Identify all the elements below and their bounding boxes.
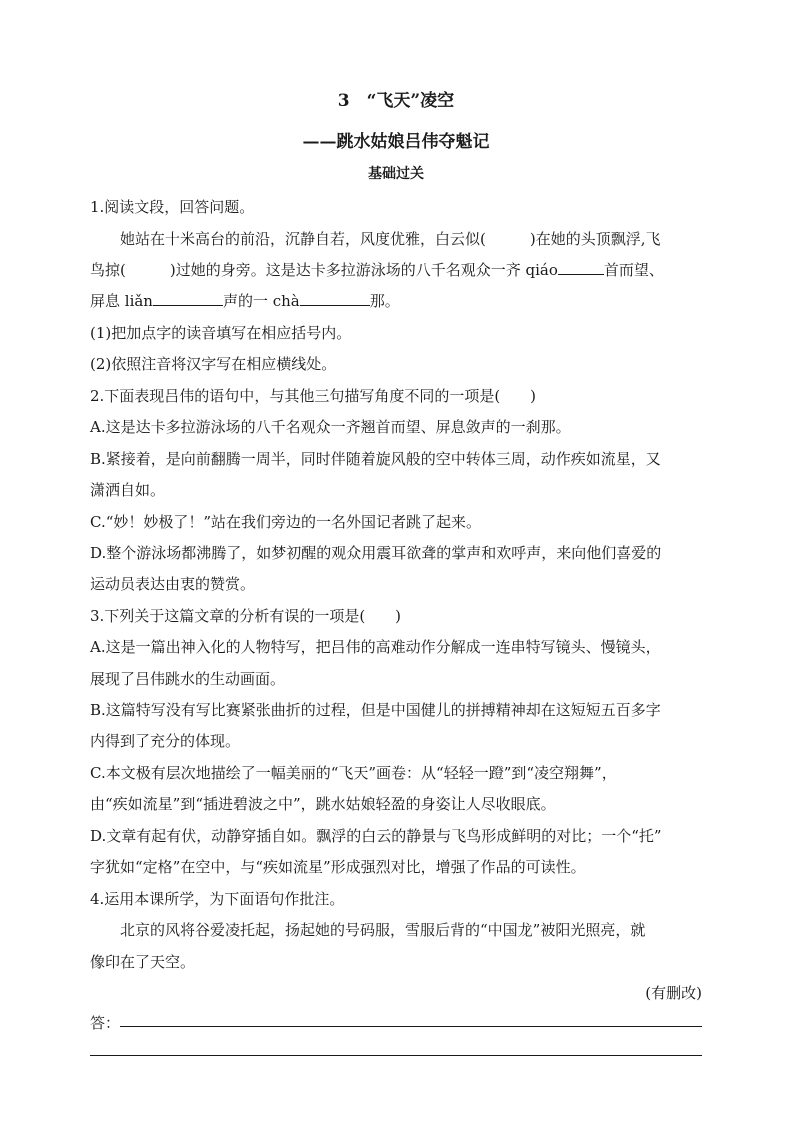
q3-stem: 3.下列关于这篇文章的分析有误的一项是( ) xyxy=(90,607,402,625)
q1-passage-line-1 xyxy=(90,229,732,249)
source-note: (有删改) xyxy=(645,984,702,1002)
q1-passage-line-2 xyxy=(90,260,702,280)
q2-option-d[interactable]: D.整个游泳场都沸腾了，如梦初醒的观众用震耳欲聋的掌声和欢呼声，来向他们喜爱的 xyxy=(90,544,662,562)
q2-option-c[interactable]: C.“妙！妙极了！”站在我们旁边的一名外国记者跳了起来。 xyxy=(90,513,482,531)
q1-passage-line-3 xyxy=(90,291,702,311)
q4-stem: 4.运用本课所学，为下面语句作批注。 xyxy=(90,890,345,908)
q1-stem: 1.阅读文段，回答问题。 xyxy=(90,198,255,216)
q3-option-b[interactable]: B.这篇特写没有写比赛紧张曲折的过程，但是中国健儿的拼搏精神却在这短短五百多字 xyxy=(90,701,661,719)
q3-option-b-cont: 内得到了充分的体现。 xyxy=(90,732,241,750)
answer-line-2[interactable] xyxy=(90,1041,702,1056)
q2-option-a[interactable]: A.这是达卡多拉游泳场的八千名观众一齐翘首而望、屏息敛声的一刹那。 xyxy=(90,418,571,436)
q1-passage-text: 声的一 chà xyxy=(222,292,300,310)
lesson-subtitle: ——跳水姑娘吕伟夺魁记 xyxy=(302,132,490,152)
q1-passage-text: 首而望、 xyxy=(603,261,664,279)
q2-option-d-cont: 运动员表达由衷的赞赏。 xyxy=(90,575,256,593)
q2-option-b-cont: 潇洒自如。 xyxy=(90,481,166,499)
answer-blank[interactable] xyxy=(300,291,370,306)
answer-blank[interactable] xyxy=(558,260,604,275)
answer-line-1[interactable] xyxy=(120,1012,702,1027)
q3-option-d-cont: 字犹如“定格”在空中，与“疾如流星”形成强烈对比，增强了作品的可读性。 xyxy=(90,858,586,876)
q4-passage-line-1: 北京的风将谷爱凌托起，扬起她的号码服，雪服后背的“中国龙”被阳光照亮，就 xyxy=(120,921,646,939)
lesson-title: 3 “飞天”凌空 xyxy=(337,91,455,111)
q1-passage-text: 她站在十米高台的前沿，沉静自若，风度优雅，白云似( xyxy=(120,230,486,248)
q1-passage-text: 那。 xyxy=(369,292,400,310)
q3-option-c[interactable]: C.本文极有层次地描绘了一幅美丽的“飞天”画卷：从“轻轻一蹬”到“凌空翔舞”， xyxy=(90,764,617,782)
answer-blank[interactable] xyxy=(153,291,223,306)
q1-passage-text: 鸟掠( xyxy=(90,261,126,279)
q3-option-a-cont: 展现了吕伟跳水的生动画面。 xyxy=(90,670,286,688)
q1-passage-text: )在她的头顶飘浮,飞 xyxy=(529,230,661,248)
q1-passage-text: )过她的身旁。这是达卡多拉游泳场的八千名观众一齐 qiáo xyxy=(169,261,558,279)
answer-label: 答： xyxy=(90,1014,121,1032)
q1-subquestion-1: (1)把加点字的读音填写在相应括号内。 xyxy=(90,324,352,342)
q3-option-a[interactable]: A.这是一篇出神入化的人物特写，把吕伟的高难动作分解成一连串特写镜头、慢镜头， xyxy=(90,638,661,656)
q1-passage-text: 屏息 liǎn xyxy=(90,292,153,310)
q1-subquestion-2: (2)依照注音将汉字写在相应横线处。 xyxy=(90,355,337,373)
q4-passage-line-2: 像印在了天空。 xyxy=(90,953,196,971)
q3-option-c-cont: 由“疾如流星”到“插进碧波之中”，跳水姑娘轻盈的身姿让人尽收眼底。 xyxy=(90,795,556,813)
q2-stem: 2.下面表现吕伟的语句中，与其他三句描写角度不同的一项是( ) xyxy=(90,387,537,405)
q2-option-b[interactable]: B.紧接着，是向前翻腾一周半，同时伴随着旋风般的空中转体三周，动作疾如流星，又 xyxy=(90,450,661,468)
section-heading: 基础过关 xyxy=(368,166,424,182)
q3-option-d[interactable]: D.文章有起有伏，动静穿插自如。飘浮的白云的静景与飞鸟形成鲜明的对比；一个“托” xyxy=(90,827,662,845)
